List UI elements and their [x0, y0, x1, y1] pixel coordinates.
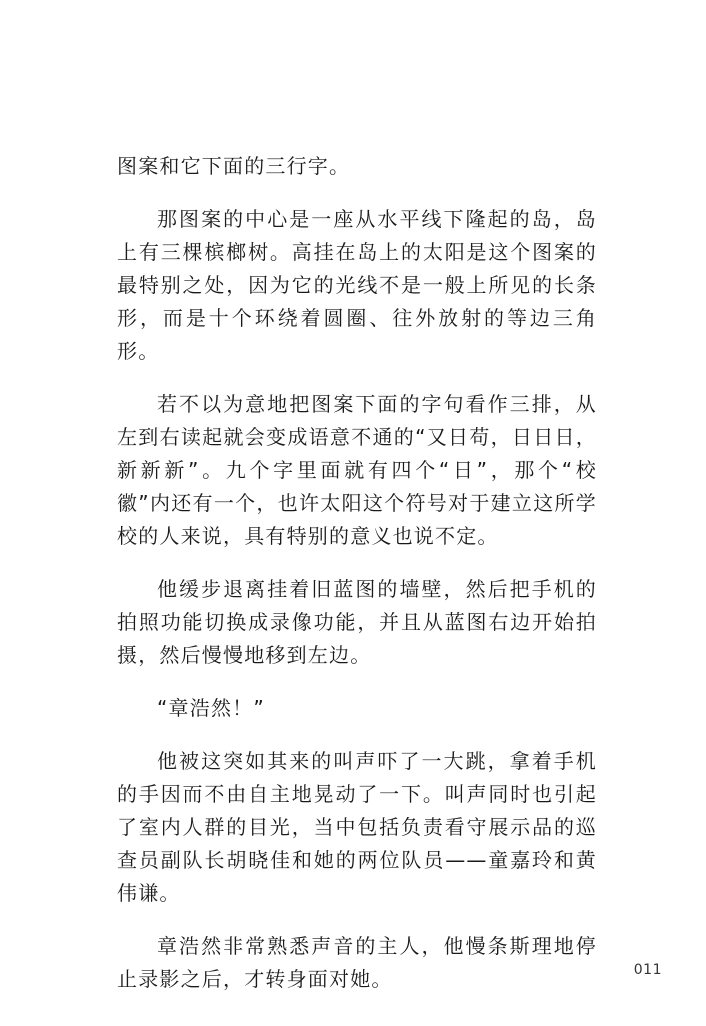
body-text — [117, 150, 597, 1016]
paragraph-inscription: 若不以为意地把图案下面的字句看作三排，从左到右读起就会变成语意不通的“又日苟，日日日，新新新”。九个字里面就有四个“日”，那个“校徽”内还有一个，也许太阳这个符号对于建立这所学校的人来说，具有特别的意义也说不定。 — [117, 392, 597, 548]
paragraph-island-pattern: 那图案的中心是一座从水平线下隆起的岛，岛上有三棵槟榔树。高挂在岛上的太阳是这个图案的最特别之处，因为它的光线不是一般上所见的长条形，而是十个环绕着圆圈、往外放射的等边三角形。 — [117, 207, 597, 363]
paragraph-continued: 图案和它下面的三行字。 — [117, 154, 351, 178]
paragraph-dialogue: “章浩然！” — [157, 696, 265, 720]
paragraph-recording: 他缓步退离挂着旧蓝图的墙壁，然后把手机的拍照功能切换成录像功能，并且从蓝图右边开始拍摄，然后慢慢地移到左边。 — [117, 577, 597, 667]
paragraph-turns-around: 章浩然非常熟悉声音的主人，他慢条斯理地停止录影之后，才转身面对她。 — [117, 934, 597, 991]
paragraph-startled: 他被这突如其来的叫声吓了一大跳，拿着手机的手因而不由自主地晃动了一下。叫声同时也引起了室内人群的目光，当中包括负责看守展示品的巡查员副队长胡晓佳和她的两位队员——童嘉玲和黄伟谦。 — [117, 749, 597, 905]
page-number: 011 — [633, 962, 662, 978]
